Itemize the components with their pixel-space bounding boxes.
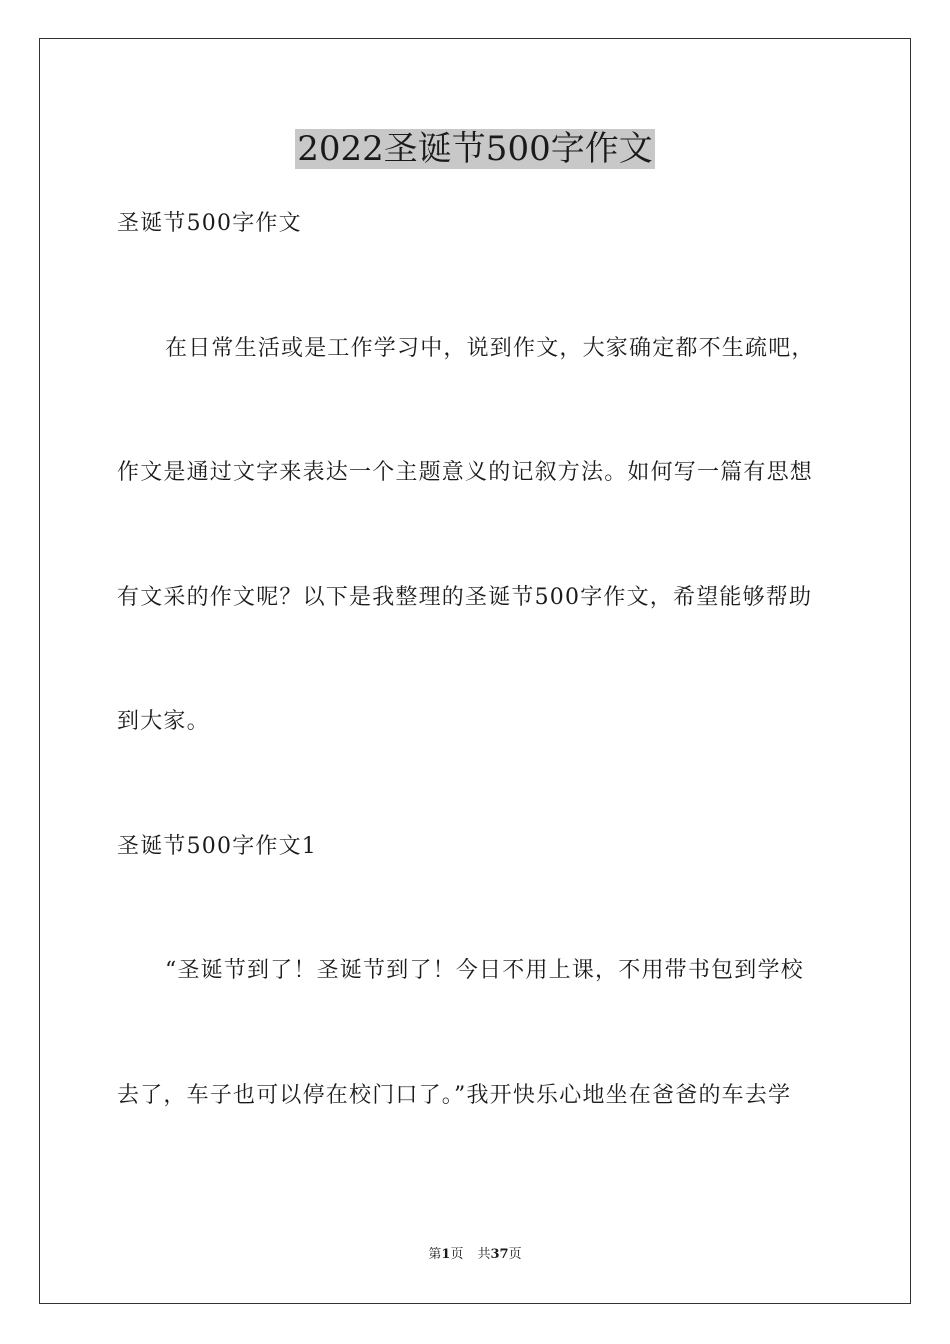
paragraph-line: 去了，车子也可以停在校门口了。”我开快乐心地坐在爸爸的车去学 [117,1083,792,1108]
paragraph-line: 在日常生活或是工作学习中，说到作文，大家确定都不生疏吧， [165,336,815,361]
paragraph-line: “圣诞节到了！圣诞节到了！今日不用上课，不用带书包到学校 [165,958,804,983]
paragraph-line: 作文是通过文字来表达一个主题意义的记叙方法。如何写一篇有思想 [117,460,814,485]
document-title-text: 2022圣诞节500字作文 [297,129,653,169]
page-footer [0,1246,950,1264]
footer-total-suffix: 页 [508,1247,522,1262]
footer-total-prefix: 共 [477,1247,491,1262]
footer-page-suffix: 页 [450,1247,464,1262]
footer-page-number: 1 [441,1247,451,1262]
document-title [0,128,950,170]
footer-total-pages: 37 [490,1247,509,1262]
paragraph-line: 有文采的作文呢？以下是我整理的圣诞节500字作文，希望能够帮助 [117,585,813,610]
footer-page-prefix: 第 [428,1247,442,1262]
section-heading: 圣诞节500字作文 [117,211,302,236]
paragraph-line: 到大家。 [117,709,210,734]
section-heading: 圣诞节500字作文1 [117,834,317,859]
